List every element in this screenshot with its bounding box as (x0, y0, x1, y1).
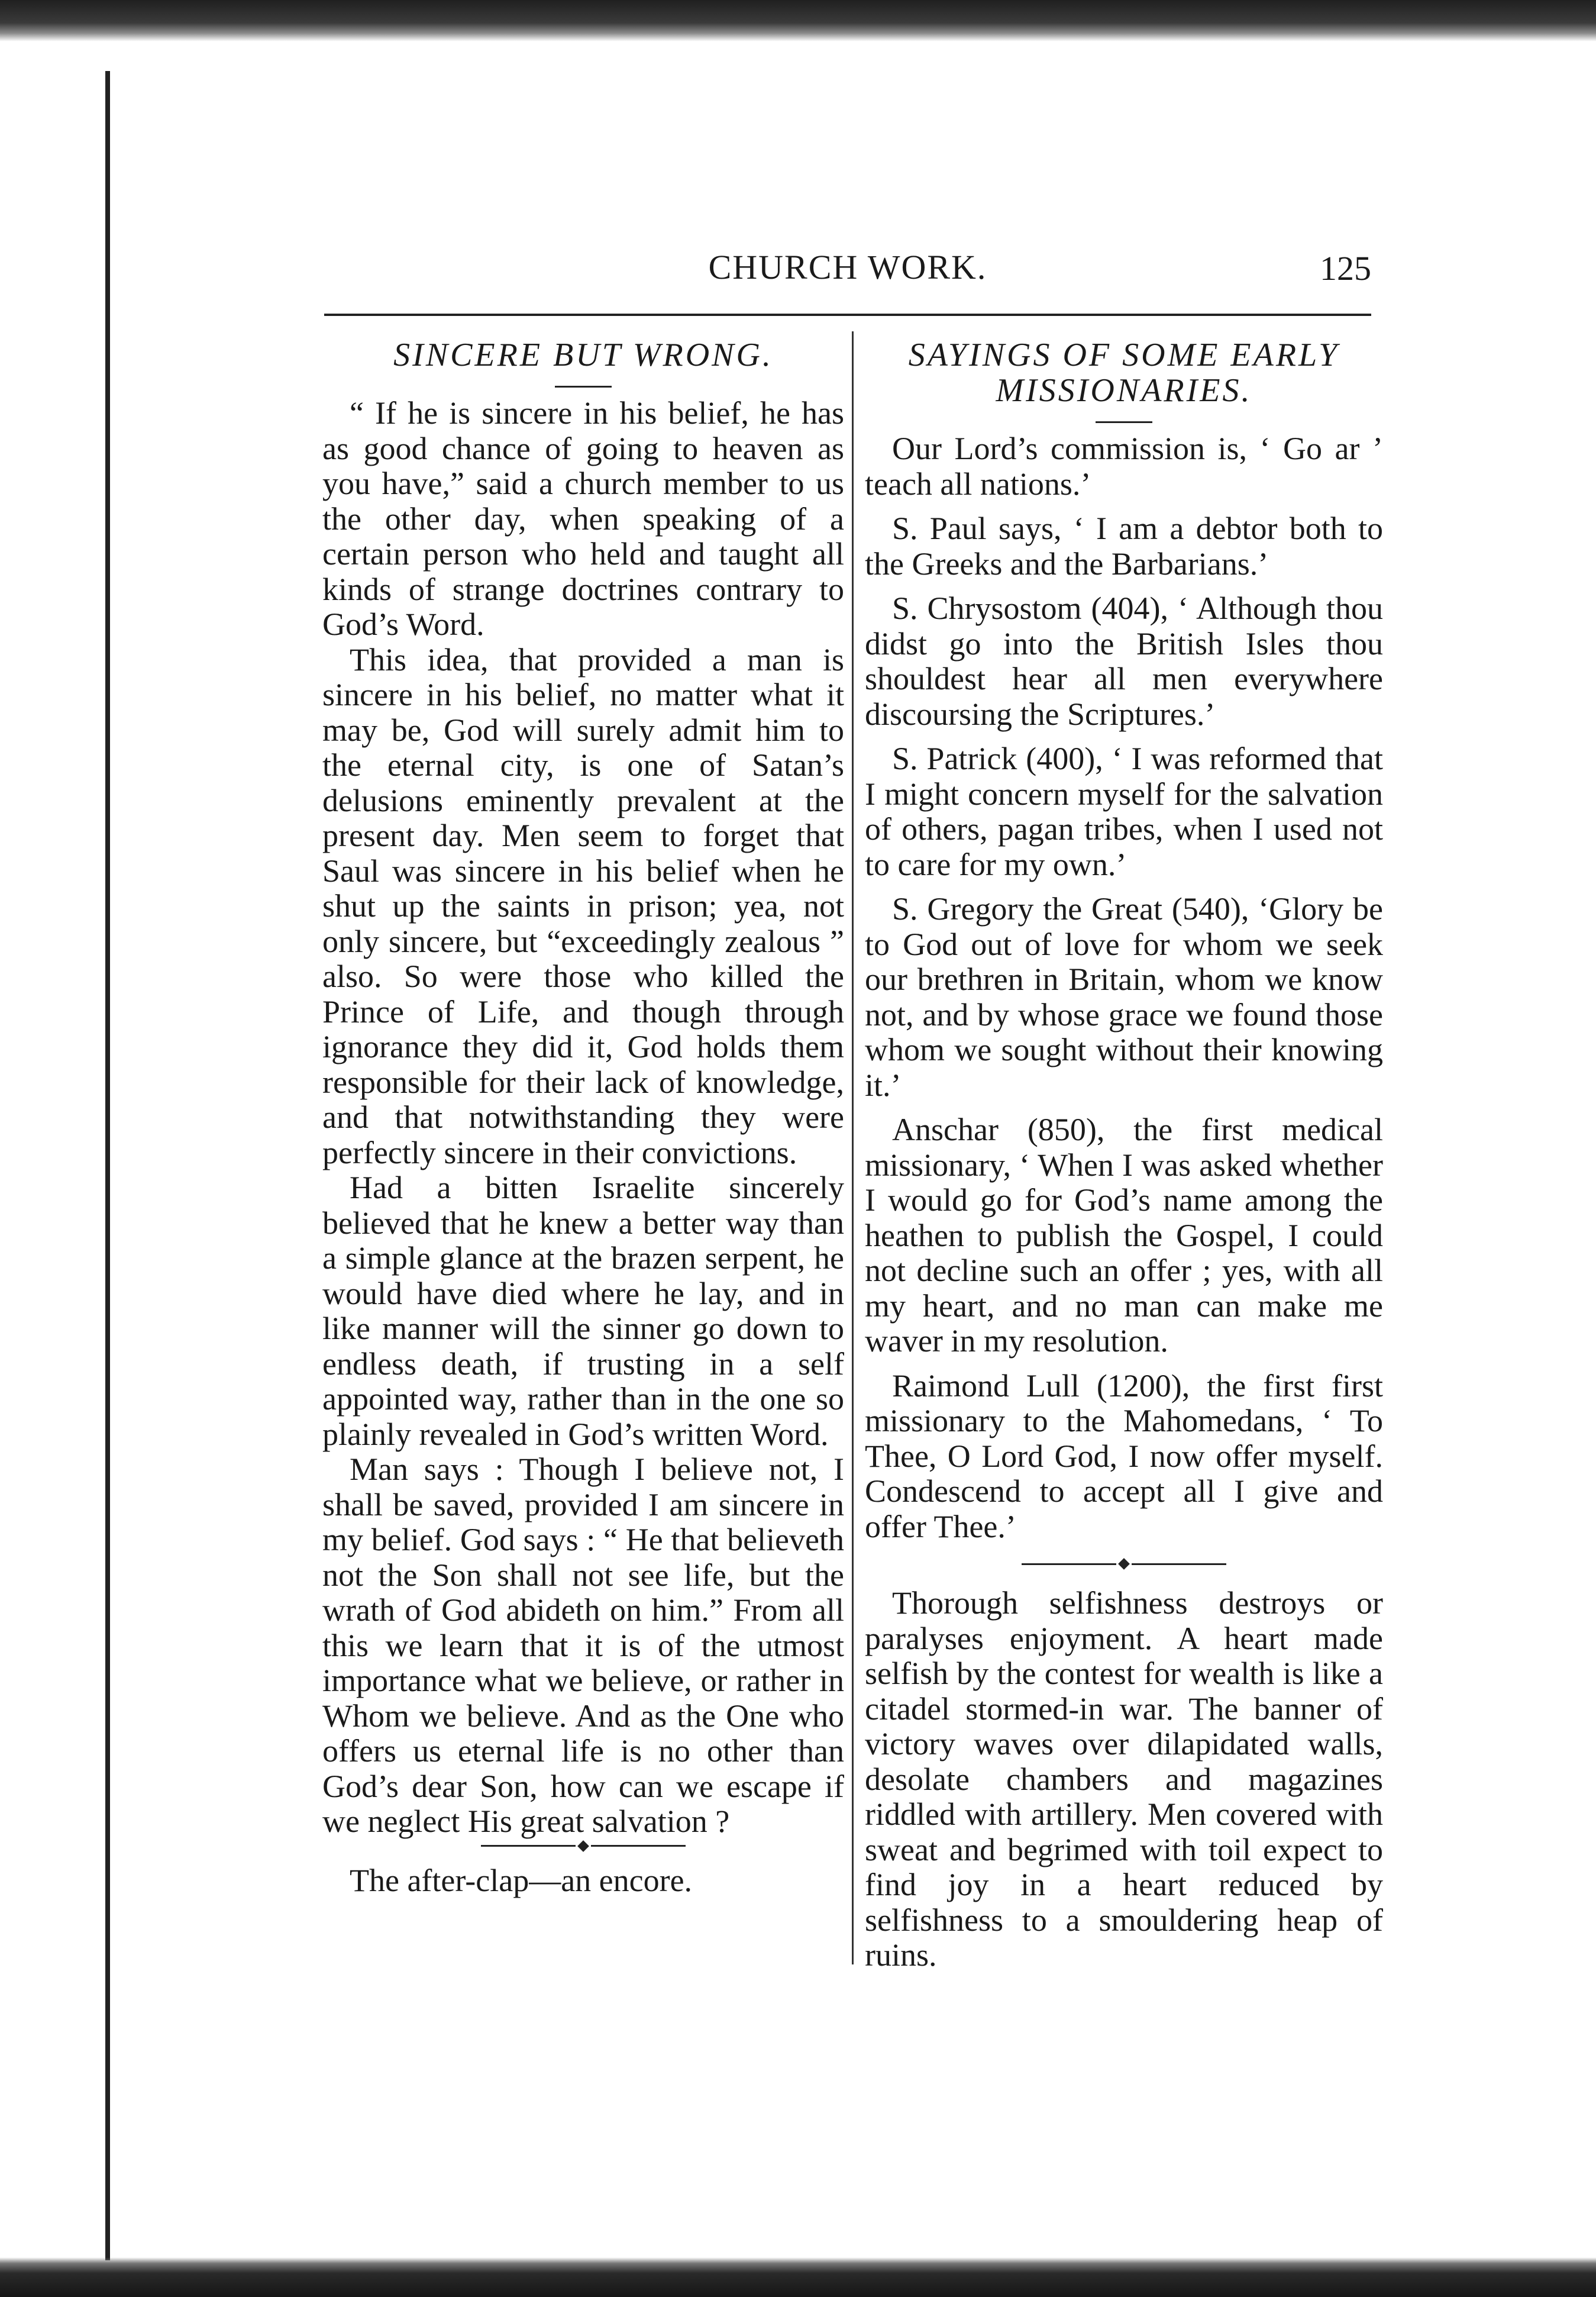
page-header (324, 247, 1371, 312)
article-paragraph: This idea, that provided a man is sincere in his belief, no matter what it may be, God will surely admit him to the eternal city, is one of Satan’s delusions eminently prevalent at the present day. Men seem to forget that Saul was sincere in his belief when he shut up the saints in prison; yea, not only sincere, but “exceedingly zealous ” also. So were those who killed the Prince of Life, and though through ignorance they did it, God holds them responsible for their lack of knowledge, and that notwithstanding they were perfectly sincere in their convictions. (322, 641, 844, 1170)
left-column (322, 337, 844, 1898)
article-paragraph: Had a bitten Israelite sincerely believed that he knew a better way than a simple glance at the brazen serpent, he would have died where he lay, and in like manner will the sinner go down to endless death, if trusting in a self appointed way, rather than in the one so plainly revealed in God’s written Word. (322, 1170, 844, 1452)
article-title-sayings: SAYINGS OF SOME EARLY MISSIONARIES. (908, 337, 1340, 409)
article-paragraph: “ If he is sincere in his belief, he has as good chance of going to heaven as you have,” said a church member to us the other day, when speaking of a certain person who held and taught all kinds of strange doctrines contrary to God’s Word. (322, 395, 844, 642)
header-rule (324, 314, 1371, 316)
section-ornament (322, 1842, 844, 1850)
right-column (865, 337, 1383, 1973)
saying-paragraph: S. Paul says, ‘ I am a debtor both to the Greeks and the Barbarians.’ (865, 511, 1383, 582)
title-rule (1096, 421, 1152, 423)
section-ornament (865, 1560, 1383, 1568)
scan-edge-top (0, 0, 1596, 41)
after-clap-line: The after-clap—an encore. (350, 1862, 693, 1898)
saying-paragraph: Anschar (850), the first medical missionary, ‘ When I was asked whether I would go for God’s name among the heathen to publish the Gospel, I could not decline such an offer ; yes, with all my heart, and no man can make me waver in my resolution. (865, 1112, 1383, 1359)
saying-paragraph: S. Patrick (400), ‘ I was reformed that I might concern myself for the salvation of others, pagan tribes, when I used not to care for my own.’ (865, 741, 1383, 882)
closing-paragraph: Thorough selfishness destroys or paralyses enjoyment. A heart made selfish by the contest for wealth is like a citadel stormed-in war. The banner of victory waves over dilapidated walls, desolate chambers and magazines riddled with artillery. Men covered with sweat and begrimed with toil expect to find joy in a heart reduced by selfishness to a smouldering heap of ruins. (865, 1585, 1383, 1973)
saying-paragraph: S. Gregory the Great (540), ‘Glory be to God out of love for whom we seek our brethren in Britain, whom we know not, and by whose grace we found those whom we sought without their knowing it.’ (865, 891, 1383, 1103)
scan-edge-bottom (0, 2257, 1596, 2297)
page-spine (105, 71, 110, 2260)
saying-paragraph: Our Lord’s commission is, ‘ Go ar ’ teach all nations.’ (865, 431, 1383, 502)
article-title-sincere-but-wrong: SINCERE BUT WRONG. (393, 337, 773, 373)
running-title: CHURCH WORK. (708, 248, 987, 286)
page-number: 125 (1320, 249, 1371, 288)
column-divider (852, 331, 854, 1964)
saying-paragraph: S. Chrysostom (404), ‘ Although thou didst go into the British Isles thou shouldest hear all men everywhere discoursing the Scriptures.’ (865, 591, 1383, 732)
title-rule (555, 386, 612, 388)
saying-paragraph: Raimond Lull (1200), the first first missionary to the Mahomedans, ‘ To Thee, O Lord God, I now offer myself. Condescend to accept all I give and offer Thee.’ (865, 1367, 1383, 1544)
article-paragraph: Man says : Though I believe not, I shall be saved, provided I am sincere in my belief. God says : “ He that believeth not the Son shall not see life, but the wrath of God abideth on him.” From all this we learn that it is of the utmost importance what we believe, or rather in Whom we believe. And as the One who offers us eternal life is no other than God’s dear Son, how can we escape if we neglect His great salvation ? (322, 1451, 844, 1839)
